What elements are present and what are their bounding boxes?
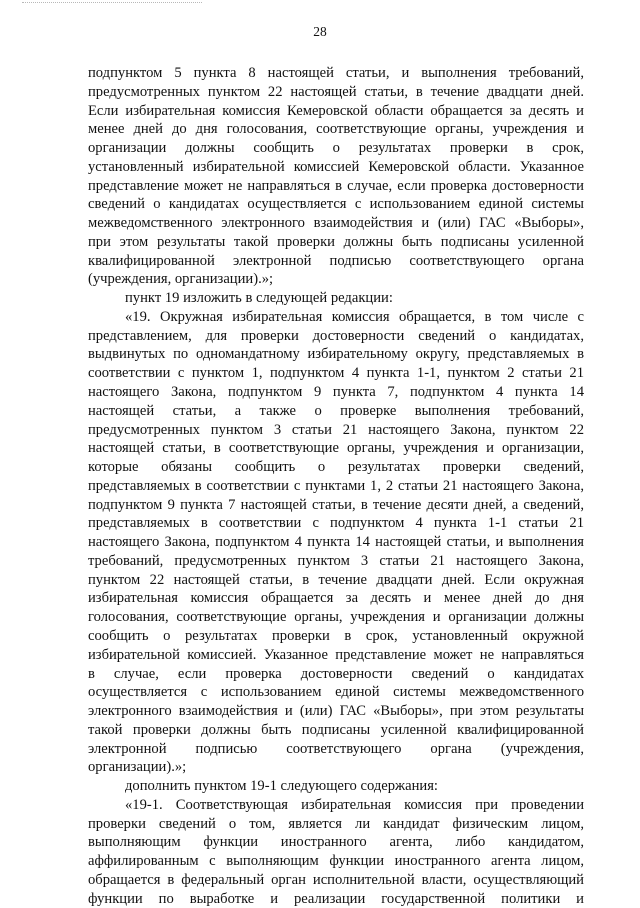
text-line: которые обязаны сообщить о результатах проверки сведений, [88,459,584,476]
text-line: сведений о кандидатах осуществляется с использованием единой системы [88,196,584,213]
text-line: осуществляется с использованием единой системы межведомственного [88,684,584,701]
text-line: в случае, если проверка достоверности сведений о кандидатах [88,665,584,682]
text-line: электронной подписью соответствующего органа (учреждения, [88,740,584,757]
text-line: при этом результаты такой проверки должны быть подписаны усиленной [88,233,584,250]
text-line: представляемых в соответствии с подпунктом 4 пункта 1-1 статьи 21 [88,515,584,532]
text-line: пунктом 22 настоящей статьи, в течение двадцати дней. Если окружная [88,571,584,588]
text-line: такой проверки должны быть подписаны усиленной квалифицированной [88,721,584,738]
text-line: требований, предусмотренных пунктом 3 статьи 21 настоящего Закона, [88,552,584,569]
text-line: функции по выработке и реализации государственной политики и [88,890,584,907]
text-line: «19-1. Соответствующая избирательная комиссия при проведении [125,796,584,813]
text-line: установленный избирательной комиссией Кемеровской области. Указанное [88,158,584,175]
text-line: организации должны сообщить о результатах проверки в срок, [88,140,584,157]
text-line: обращается в федеральный орган исполнительной власти, осуществляющий [88,871,584,888]
text-line: подпунктом 9 пункта 7 настоящей статьи, в течение десяти дней, а сведений, [88,496,584,513]
text-line: «19. Окружная избирательная комиссия обращается, в том числе с [125,308,584,325]
text-line: настоящего Закона, подпунктом 9 пункта 7, подпунктом 4 пункта 14 [88,384,584,401]
text-line: сообщить о результатах проверки в срок, установленный окружной [88,627,584,644]
text-line: представлением, для проверки достоверности сведений о кандидатах, [88,327,584,344]
text-line: голосования, соответствующие органы, учреждения и организации должны [88,609,584,626]
text-line: подпунктом 5 пункта 8 настоящей статьи, и выполнения требований, [88,65,584,81]
text-line: организации).»; [88,759,187,776]
text-line: соответствии с пунктом 1, подпунктом 4 пункта 1-1, пунктом 2 статьи 21 [88,365,584,382]
document-body [88,64,584,908]
text-line: дополнить пунктом 19-1 следующего содержания: [125,778,438,795]
text-line: избирательной комиссией. Указанное представление может не направляться [88,646,584,663]
text-line: аффилированным с выполняющим функции иностранного агента лицом, [88,853,584,870]
text-line: представление может не направляться в случае, если проверка достоверности [88,177,584,194]
text-line: предусмотренных пунктом 22 настоящей статьи, в течение двадцати дней. [88,83,584,100]
text-line: квалифицированной электронной подписью соответствующего органа [88,252,584,269]
scan-artifact [22,2,202,5]
text-line: пункт 19 изложить в следующей редакции: [125,290,393,307]
page-number: 28 [313,24,327,39]
text-line: избирательная комиссия обращается за десять и менее дней до дня [88,590,584,607]
text-line: проверки сведений о том, является ли кандидат физическим лицом, [88,815,584,832]
text-line: настоящей статьи, а также о проверке выполнения требований, [88,402,584,419]
text-line: настоящего Закона, подпунктом 4 пункта 14 настоящей статьи, и выполнения [88,534,584,551]
text-line: выдвинутых по одномандатному избирательному округу, представляемых в [88,346,584,363]
text-line: (учреждения, организации).»; [88,271,274,288]
text-line: менее дней до дня голосования, соответствующие органы, учреждения и [88,121,584,138]
text-line: настоящей статьи, в соответствующие органы, учреждения и организации, [88,440,584,457]
text-line: предусмотренных пунктом 3 статьи 21 настоящего Закона, пунктом 22 [88,421,584,438]
text-line: межведомственного электронного взаимодействия и (или) ГАС «Выборы», [88,215,584,232]
text-line: выполняющим функции иностранного агента, либо кандидатом, [88,834,584,851]
text-line: представляемых в соответствии с пунктами 1, 2 статьи 21 настоящего Закона, [88,477,584,494]
text-line: электронного взаимодействия и (или) ГАС «Выборы», при этом результаты [88,703,584,720]
text-line: Если избирательная комиссия Кемеровской области обращается за десять и [88,102,584,119]
